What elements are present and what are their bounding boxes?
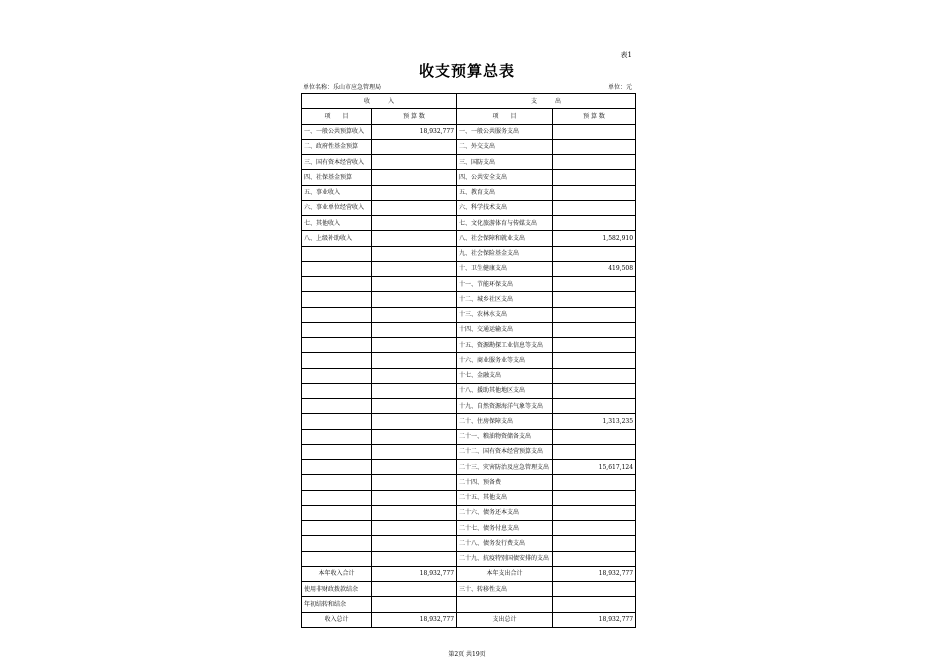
expense-item-cell: 二十五、其他支出: [457, 490, 553, 505]
expense-item-header: 项 目: [457, 109, 553, 124]
expense-item-cell: 三、国防支出: [457, 155, 553, 170]
income-value-cell: [372, 399, 457, 414]
table-row: [302, 460, 636, 475]
expense-item-cell: 十九、自然资源海洋气象等支出: [457, 399, 553, 414]
table-row: [302, 261, 636, 276]
extra-row-1: [302, 582, 636, 597]
income-value-cell: [372, 277, 457, 292]
expense-value-cell: 419,508: [553, 261, 636, 276]
page-number: 第2页 共19页: [448, 651, 486, 658]
budget-table: [301, 93, 636, 628]
income-item-cell: [302, 505, 372, 520]
income-item-cell: [302, 383, 372, 398]
income-value-cell: [372, 231, 457, 246]
extra-row-2: [302, 597, 636, 612]
income-value-cell: [372, 429, 457, 444]
expense-value-cell: [553, 139, 636, 154]
expense-value-cell: [553, 338, 636, 353]
income-value-cell: [372, 292, 457, 307]
table-row: [302, 414, 636, 429]
income-budget-header: 预 算 数: [372, 109, 457, 124]
extra2-expense-item: [457, 597, 553, 612]
expense-value-cell: [553, 551, 636, 566]
income-value-cell: [372, 353, 457, 368]
income-value-cell: [372, 460, 457, 475]
extra1-income-value: [372, 582, 457, 597]
total-expense-value: 18,932,777: [553, 566, 636, 581]
expense-item-cell: 四、公共安全支出: [457, 170, 553, 185]
expense-item-cell: 十三、农林水支出: [457, 307, 553, 322]
grand-expense-value: 18,932,777: [553, 612, 636, 627]
income-value-cell: [372, 170, 457, 185]
income-item-cell: [302, 536, 372, 551]
expense-item-cell: 二十二、国有资本经营预算支出: [457, 444, 553, 459]
income-item-cell: [302, 292, 372, 307]
table-row: [302, 155, 636, 170]
expense-item-cell: 十一、节能环保支出: [457, 277, 553, 292]
income-item-cell: [302, 399, 372, 414]
table-row: [302, 444, 636, 459]
table-row: [302, 170, 636, 185]
expense-item-cell: 十八、援助其他地区支出: [457, 383, 553, 398]
expense-value-cell: [553, 307, 636, 322]
grand-income-label: 收入总计: [302, 612, 372, 627]
unit-name: 单位名称：乐山市应急管理局: [303, 84, 382, 91]
expense-item-cell: 五、教育支出: [457, 185, 553, 200]
income-value-cell: [372, 307, 457, 322]
income-item-header: 项 目: [302, 109, 372, 124]
expense-item-cell: 二十九、抗疫特别国债安排的支出: [457, 551, 553, 566]
table-row: [302, 216, 636, 231]
expense-value-cell: [553, 521, 636, 536]
income-value-cell: [372, 551, 457, 566]
grand-total-row: [302, 612, 636, 627]
expense-value-cell: [553, 536, 636, 551]
income-item-cell: [302, 353, 372, 368]
income-value-cell: [372, 368, 457, 383]
income-value-cell: 18,932,777: [372, 124, 457, 139]
income-value-cell: [372, 246, 457, 261]
expense-item-cell: 二十八、债务发行费支出: [457, 536, 553, 551]
table-row: [302, 383, 636, 398]
total-row: [302, 566, 636, 581]
income-value-cell: [372, 139, 457, 154]
income-item-cell: [302, 277, 372, 292]
group-header-row: [302, 94, 636, 109]
table-row: [302, 490, 636, 505]
expense-value-cell: 1,582,910: [553, 231, 636, 246]
expense-value-cell: 1,313,235: [553, 414, 636, 429]
expense-value-cell: [553, 490, 636, 505]
expense-item-cell: 十五、资源勘探工业信息等支出: [457, 338, 553, 353]
income-item-cell: 五、事业收入: [302, 185, 372, 200]
extra2-expense-value: [553, 597, 636, 612]
expense-value-cell: [553, 399, 636, 414]
total-income-value: 18,932,777: [372, 566, 457, 581]
column-header-row: [302, 109, 636, 124]
expense-item-cell: 二十、住房保障支出: [457, 414, 553, 429]
income-value-cell: [372, 322, 457, 337]
expense-value-cell: [553, 292, 636, 307]
income-value-cell: [372, 475, 457, 490]
extra2-income-value: [372, 597, 457, 612]
income-value-cell: [372, 185, 457, 200]
table-row: [302, 399, 636, 414]
income-value-cell: [372, 383, 457, 398]
grand-expense-label: 支出总计: [457, 612, 553, 627]
expense-value-cell: [553, 216, 636, 231]
table-row: [302, 353, 636, 368]
income-item-cell: [302, 460, 372, 475]
income-value-cell: [372, 505, 457, 520]
income-item-cell: 二、政府性基金预算: [302, 139, 372, 154]
expense-item-cell: 十七、金融支出: [457, 368, 553, 383]
income-value-cell: [372, 338, 457, 353]
expense-item-cell: 十六、商业服务业等支出: [457, 353, 553, 368]
expense-item-cell: 二十七、债务付息支出: [457, 521, 553, 536]
income-item-cell: [302, 261, 372, 276]
table-row: [302, 124, 636, 139]
table-row: [302, 231, 636, 246]
extra2-income-item: 年初结转和结余: [302, 597, 372, 612]
income-value-cell: [372, 200, 457, 215]
expense-value-cell: [553, 277, 636, 292]
expense-item-cell: 九、社会保险基金支出: [457, 246, 553, 261]
income-item-cell: [302, 414, 372, 429]
expense-value-cell: [553, 429, 636, 444]
expense-item-cell: 二十一、粮油物资储备支出: [457, 429, 553, 444]
expense-item-cell: 七、文化旅游体育与传媒支出: [457, 216, 553, 231]
expense-value-cell: [553, 185, 636, 200]
income-item-cell: [302, 368, 372, 383]
income-item-cell: [302, 551, 372, 566]
income-item-cell: [302, 475, 372, 490]
expense-item-cell: 一、一般公共服务支出: [457, 124, 553, 139]
table-row: [302, 551, 636, 566]
table-tag: 表1: [620, 51, 632, 59]
income-item-cell: 七、其他收入: [302, 216, 372, 231]
total-expense-label: 本年支出合计: [457, 566, 553, 581]
table-row: [302, 277, 636, 292]
expense-item-cell: 十四、交通运输支出: [457, 322, 553, 337]
expense-item-cell: 十二、城乡社区支出: [457, 292, 553, 307]
table-row: [302, 307, 636, 322]
income-item-cell: [302, 246, 372, 261]
extra1-income-item: 使用非财政拨款结余: [302, 582, 372, 597]
table-row: [302, 536, 636, 551]
income-value-cell: [372, 155, 457, 170]
table-row: [302, 505, 636, 520]
expense-value-cell: [553, 353, 636, 368]
expense-value-cell: [553, 170, 636, 185]
income-value-cell: [372, 536, 457, 551]
expense-item-cell: 二十四、预备费: [457, 475, 553, 490]
income-item-cell: [302, 444, 372, 459]
expense-value-cell: [553, 155, 636, 170]
income-item-cell: [302, 429, 372, 444]
expense-value-cell: [553, 124, 636, 139]
table-row: [302, 246, 636, 261]
income-value-cell: [372, 444, 457, 459]
table-row: [302, 521, 636, 536]
expense-value-cell: [553, 246, 636, 261]
expense-item-cell: 八、社会保障和就业支出: [457, 231, 553, 246]
table-row: [302, 475, 636, 490]
expense-value-cell: [553, 368, 636, 383]
expense-value-cell: [553, 444, 636, 459]
table-row: [302, 292, 636, 307]
expense-item-cell: 二、外交支出: [457, 139, 553, 154]
expense-item-cell: 二十三、灾害防治及应急管理支出: [457, 460, 553, 475]
table-row: [302, 139, 636, 154]
expense-value-cell: [553, 475, 636, 490]
expense-item-cell: 二十六、债务还本支出: [457, 505, 553, 520]
total-income-label: 本年收入合计: [302, 566, 372, 581]
expense-value-cell: [553, 383, 636, 398]
income-value-cell: [372, 216, 457, 231]
table-row: [302, 185, 636, 200]
table-row: [302, 322, 636, 337]
expense-value-cell: [553, 200, 636, 215]
income-item-cell: [302, 307, 372, 322]
table-row: [302, 368, 636, 383]
table-row: [302, 429, 636, 444]
table-row: [302, 338, 636, 353]
income-item-cell: 一、一般公共预算收入: [302, 124, 372, 139]
income-item-cell: 三、国有资本经营收入: [302, 155, 372, 170]
income-item-cell: [302, 521, 372, 536]
expense-value-cell: [553, 505, 636, 520]
income-item-cell: [302, 338, 372, 353]
expense-item-cell: 十、卫生健康支出: [457, 261, 553, 276]
income-item-cell: [302, 322, 372, 337]
table-row: [302, 200, 636, 215]
income-item-cell: 四、社保基金预算: [302, 170, 372, 185]
unit-label: 单位：元: [607, 84, 632, 91]
expense-group-header: 支 出: [457, 94, 636, 109]
income-item-cell: 八、上级补助收入: [302, 231, 372, 246]
expense-item-cell: 六、科学技术支出: [457, 200, 553, 215]
income-value-cell: [372, 521, 457, 536]
income-value-cell: [372, 261, 457, 276]
expense-budget-header: 预 算 数: [553, 109, 636, 124]
income-item-cell: 六、事业单位经营收入: [302, 200, 372, 215]
expense-value-cell: 15,617,124: [553, 460, 636, 475]
grand-income-value: 18,932,777: [372, 612, 457, 627]
page-title: 收支预算总表: [418, 62, 515, 80]
income-value-cell: [372, 490, 457, 505]
extra1-expense-value: [553, 582, 636, 597]
extra1-expense-item: 三十、转移性支出: [457, 582, 553, 597]
expense-value-cell: [553, 322, 636, 337]
income-item-cell: [302, 490, 372, 505]
income-value-cell: [372, 414, 457, 429]
income-group-header: 收 入: [302, 94, 457, 109]
